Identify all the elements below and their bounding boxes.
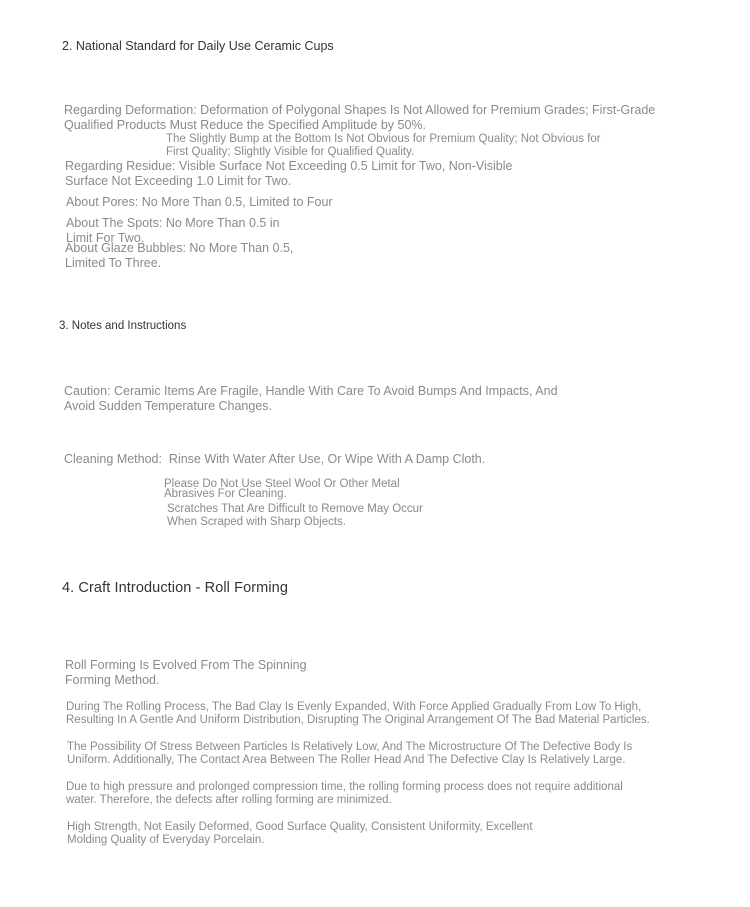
- section-heading-notes: 3. Notes and Instructions: [59, 320, 187, 332]
- section-heading-standard: 2. National Standard for Daily Use Ceramic Cups: [62, 39, 334, 53]
- stress-microstructure-text: The Possibility Of Stress Between Particles Is Relatively Low, And The Microstructure Of The Defective Body Is Uniform. Additionally, The Contact Area Between The Roller Head And The Defective Clay Is Relatively Large.: [67, 741, 633, 766]
- section-heading-craft: 4. Craft Introduction - Roll Forming: [62, 580, 289, 596]
- roll-forming-origin: Roll Forming Is Evolved From The Spinning Forming Method.: [65, 658, 307, 687]
- quality-summary-text: High Strength, Not Easily Deformed, Good Surface Quality, Consistent Uniformity, Excellent Molding Quality of Everyday Porcelain.: [67, 821, 533, 846]
- cleaning-method-text: Cleaning Method: Rinse With Water After Use, Or Wipe With A Damp Cloth.: [64, 452, 486, 466]
- scratches-warning: Scratches That Are Difficult to Remove May Occur When Scraped with Sharp Objects.: [167, 503, 423, 528]
- bottom-bump-text: The Slightly Bump at the Bottom Is Not Obvious for Premium Quality; Not Obvious for First Quality; Slightly Visible for Qualified Quality.: [166, 133, 601, 158]
- pores-text: About Pores: No More Than 0.5, Limited to Four: [66, 195, 333, 209]
- pressure-text: Due to high pressure and prolonged compression time, the rolling forming process does not require additional water. Therefore, the defects after rolling forming are minimized.: [66, 781, 623, 806]
- deformation-text: Regarding Deformation: Deformation of Polygonal Shapes Is Not Allowed for Premium Grades; First-Grade Qualified Products Must Reduce the Specified Amplitude by 50%.: [64, 103, 656, 132]
- glaze-bubbles-text: About Glaze Bubbles: No More Than 0.5, Limited To Three.: [65, 241, 294, 270]
- rolling-process-text: During The Rolling Process, The Bad Clay Is Evenly Expanded, With Force Applied Gradually From Low To High, Resulting In A Gentle And Uniform Distribution, Disrupting The Original Arrangement Of The Bad Material Particles.: [66, 701, 650, 726]
- spots-text: About The Spots: No More Than 0.5 in Limit For Two.: [66, 216, 280, 245]
- residue-text: Regarding Residue: Visible Surface Not Exceeding 0.5 Limit for Two, Non-Visible Surface Not Exceeding 1.0 Limit for Two.: [65, 159, 513, 188]
- steel-wool-warning: Please Do Not Use Steel Wool Or Other Metal Abrasives For Cleaning.: [164, 478, 400, 500]
- caution-text: Caution: Ceramic Items Are Fragile, Handle With Care To Avoid Bumps And Impacts, And Avoid Sudden Temperature Changes.: [64, 384, 558, 413]
